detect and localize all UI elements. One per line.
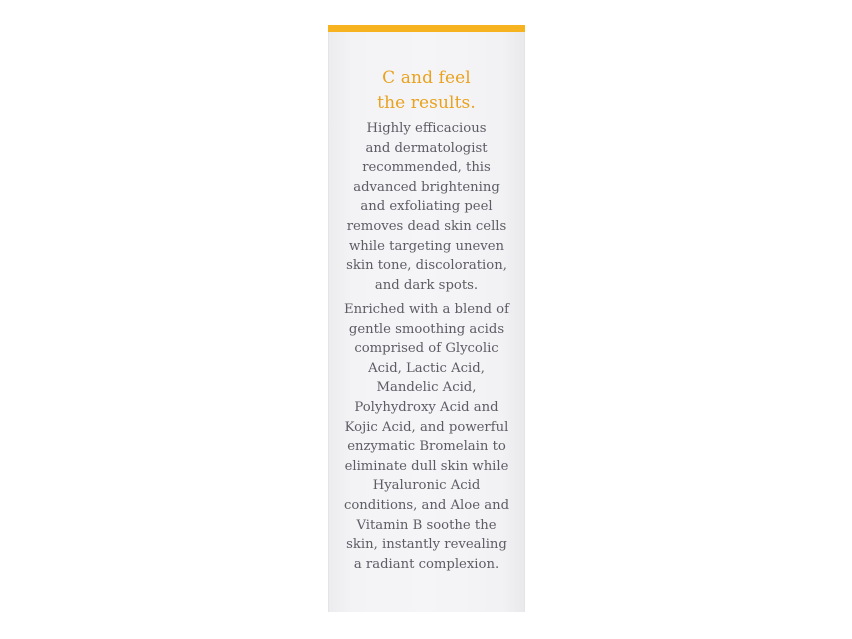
paragraph-line: Enriched with a blend of xyxy=(344,302,509,317)
paragraph-line: removes dead skin cells xyxy=(346,218,507,234)
accent-stripe xyxy=(328,25,525,32)
paragraph-line: recommended, this xyxy=(362,160,491,176)
paragraph-line: enzymatic Bromelain to xyxy=(347,439,506,455)
paragraph-line: eliminate dull skin while xyxy=(344,458,509,474)
paragraph-line: conditions, and Aloe and xyxy=(343,497,510,513)
paragraph-line: Polyhydroxy Acid and xyxy=(354,399,499,415)
product-box-side-panel xyxy=(328,25,525,612)
paragraph-line: skin tone, discoloration, xyxy=(346,258,507,274)
paragraph-line: skin, instantly revealing xyxy=(346,537,507,553)
paragraph-line: while targeting uneven xyxy=(348,238,505,254)
paragraph-line: and dermatologist xyxy=(365,140,488,156)
paragraph-line: and exfoliating peel xyxy=(360,199,493,215)
paragraph-line: Highly efficacious xyxy=(366,121,487,136)
description-paragraph-1 xyxy=(328,119,525,295)
headline-line: the results. xyxy=(377,93,476,113)
paragraph-line: Mandelic Acid, xyxy=(376,380,477,396)
paragraph-line: Acid, Lactic Acid, xyxy=(368,360,485,376)
headline-line: C and feel xyxy=(382,68,471,88)
paragraph-line: Kojic Acid, and powerful xyxy=(344,419,509,435)
description-paragraph-2 xyxy=(328,300,525,574)
paragraph-line: Hyaluronic Acid xyxy=(372,478,481,494)
paragraph-line: advanced brightening xyxy=(353,179,500,195)
paragraph-line: gentle smoothing acids xyxy=(348,321,505,337)
paragraph-line: comprised of Glycolic xyxy=(354,341,499,357)
paragraph-line: Vitamin B soothe the xyxy=(356,517,497,533)
headline xyxy=(328,66,525,116)
paragraph-line: a radiant complexion. xyxy=(353,556,500,572)
paragraph-line: and dark spots. xyxy=(374,277,479,293)
